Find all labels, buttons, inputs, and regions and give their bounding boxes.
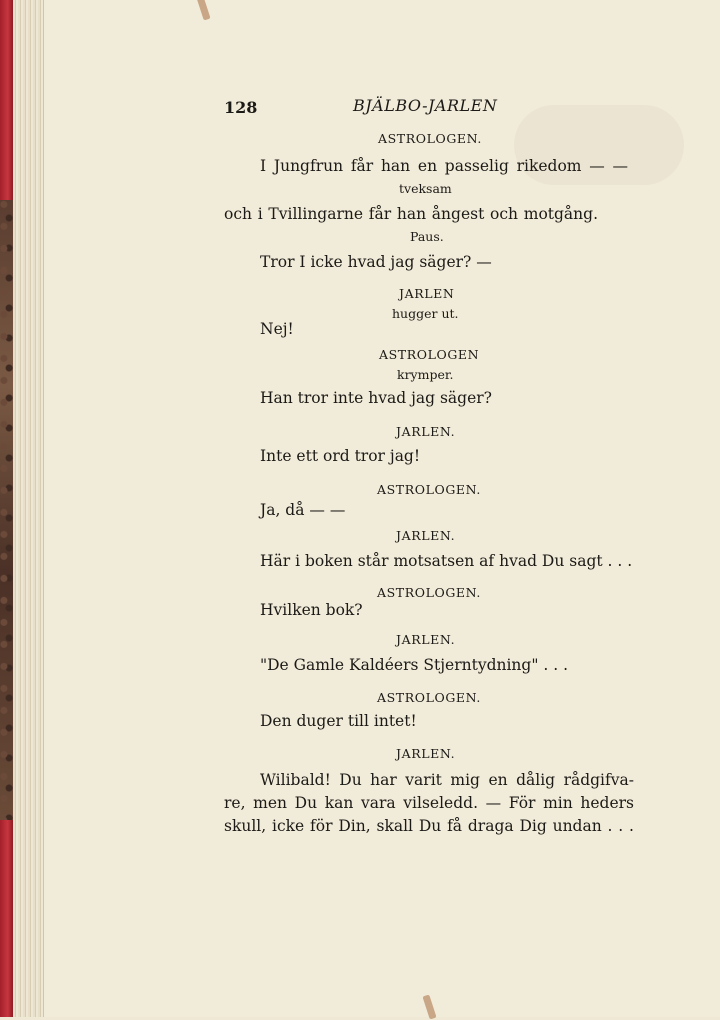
running-title: BJÄLBO-JARLEN bbox=[353, 96, 498, 115]
speaker-astrologen: ASTROLOGEN bbox=[379, 347, 480, 362]
speaker-jarlen: JARLEN bbox=[399, 286, 455, 301]
page-number: 128 bbox=[224, 98, 258, 117]
speaker-jarlen: JARLEN. bbox=[396, 632, 456, 647]
speaker-astrologen: ASTROLOGEN. bbox=[377, 690, 481, 705]
dialogue-line: I Jungfrun får han en passelig rikedom — — bbox=[260, 157, 628, 175]
speaker-astrologen: ASTROLOGEN. bbox=[378, 131, 482, 146]
speaker-astrologen: ASTROLOGEN. bbox=[377, 585, 481, 600]
stage-direction: Paus. bbox=[410, 229, 444, 244]
dialogue-line: Wilibald! Du har varit mig en dålig rådgifva- bbox=[260, 771, 634, 789]
dialogue-line: Nej! bbox=[260, 320, 294, 338]
stage-direction: krymper. bbox=[397, 367, 454, 382]
bottom-ribbon-mark bbox=[422, 995, 436, 1020]
book-page bbox=[44, 0, 720, 1017]
top-ribbon-mark bbox=[196, 0, 210, 20]
marbled-endpaper bbox=[0, 200, 13, 820]
dialogue-line: Tror I icke hvad jag säger? — bbox=[260, 253, 492, 271]
stage-direction: hugger ut. bbox=[392, 306, 459, 321]
dialogue-line: Inte ett ord tror jag! bbox=[260, 447, 421, 465]
dialogue-line: re, men Du kan vara vilseledd. — För min heders bbox=[224, 794, 634, 812]
dialogue-line: Han tror inte hvad jag säger? bbox=[260, 389, 492, 407]
speaker-astrologen: ASTROLOGEN. bbox=[377, 482, 481, 497]
speaker-jarlen: JARLEN. bbox=[396, 424, 456, 439]
stage-direction: tveksam bbox=[399, 181, 452, 196]
dialogue-line: Den duger till intet! bbox=[260, 712, 417, 730]
speaker-jarlen: JARLEN. bbox=[396, 746, 456, 761]
dialogue-line: och i Tvillingarne får han ångest och motgång. bbox=[224, 205, 598, 223]
dialogue-line: "De Gamle Kaldéers Stjerntydning" . . . bbox=[260, 656, 569, 674]
page-edges bbox=[13, 0, 44, 1017]
dialogue-line: Ja, då — — bbox=[260, 501, 346, 519]
dialogue-line: Hvilken bok? bbox=[260, 601, 363, 619]
dialogue-line: skull, icke för Din, skall Du få draga Dig undan . . . bbox=[224, 817, 634, 835]
dialogue-line: Här i boken står motsatsen af hvad Du sagt . . . bbox=[260, 552, 633, 570]
speaker-jarlen: JARLEN. bbox=[396, 528, 456, 543]
